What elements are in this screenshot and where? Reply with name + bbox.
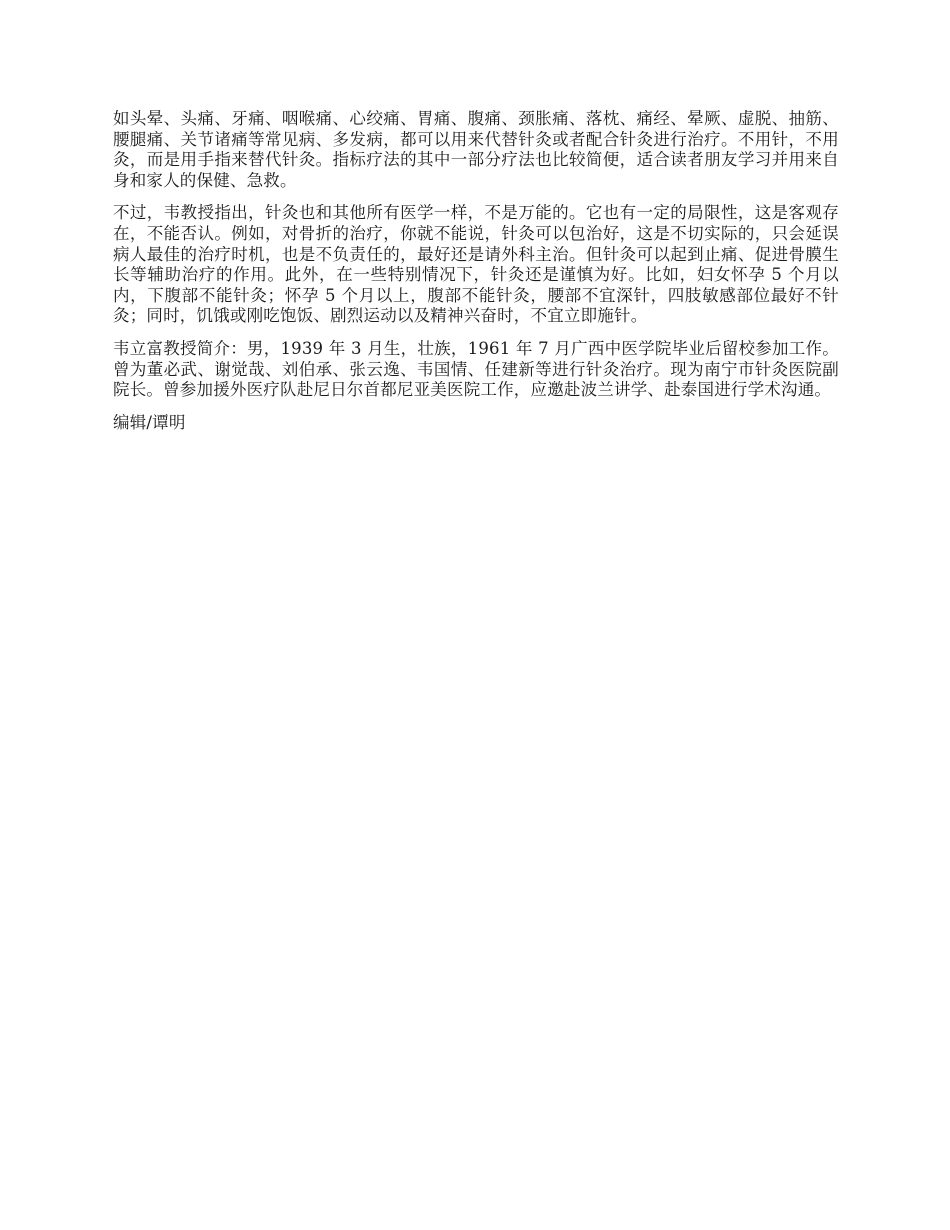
paragraph-acupuncture-limitations: 不过，韦教授指出，针灸也和其他所有医学一样，不是万能的。它也有一定的局限性，这是客观存在，不能否认。例如，对骨折的治疗，你就不能说，针灸可以包治好，这是不切实际的，只会延误病人最佳的治疗时机，也是不负责任的，最好还是请外科主治。但针灸可以起到止痛、促进骨膜生长等辅助治疗的作用。此外，在一些特别情况下，针灸还是谨慎为好。比如，妇女怀孕 5 个月以内，下腹部不能针灸；怀孕 5 个月以上，腹部不能针灸，腰部不宜深针，四肢敏感部位最好不针灸；同时，饥饿或刚吃饱饭、剧烈运动以及精神兴奋时，不宜立即施针。 [113,203,839,326]
document-body [113,109,839,433]
editor-credit: 编辑/谭明 [113,412,186,432]
paragraph-professor-bio: 韦立富教授简介：男，1939 年 3 月生，壮族，1961 年 7 月广西中医学院毕业后留校参加工作。曾为董必武、谢觉哉、刘伯承、张云逸、韦国情、任建新等进行针灸治疗。现为南宁市针灸医院副院长。曾参加援外医疗队赴尼日尔首都尼亚美医院工作，应邀赴波兰讲学、赴泰国进行学术沟通。 [113,338,839,400]
paragraph-acupressure-uses: 如头晕、头痛、牙痛、咽喉痛、心绞痛、胃痛、腹痛、颈胀痛、落枕、痛经、晕厥、虚脱、抽筋、腰腿痛、关节诸痛等常见病、多发病，都可以用来代替针灸或者配合针灸进行治疗。不用针，不用灸，而是用手指来替代针灸。指标疗法的其中一部分疗法也比较简便，适合读者朋友学习并用来自身和家人的保健、急救。 [113,109,839,190]
